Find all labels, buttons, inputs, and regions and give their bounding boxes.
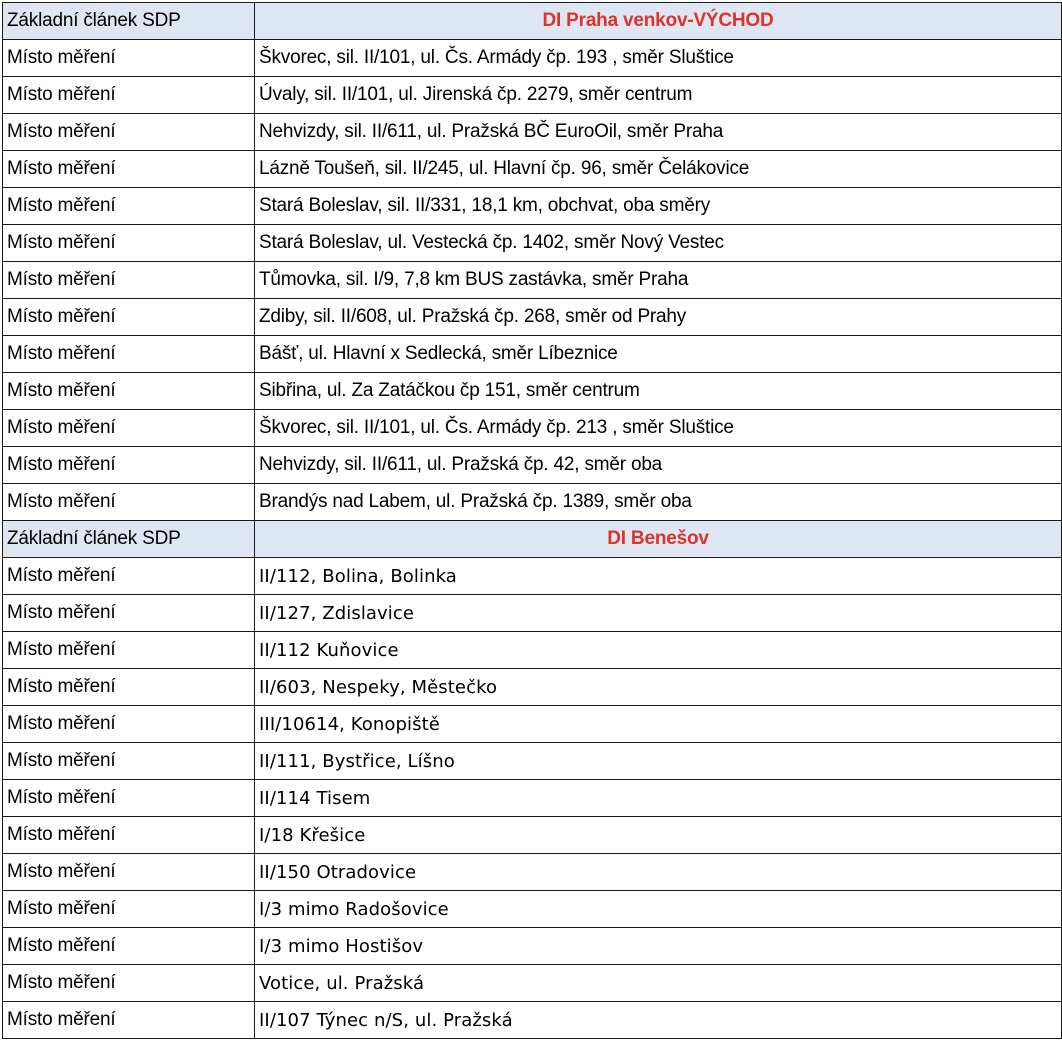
table-row [3,410,1062,447]
section-title: DI Benešov [255,521,1062,558]
table-row [3,447,1062,484]
table-row [3,151,1062,188]
row-location: Nehvizdy, sil. II/611, ul. Pražská BČ EuroOil, směr Praha [255,114,1062,151]
row-location: Brandýs nad Labem, ul. Pražská čp. 1389, směr oba [255,484,1062,521]
table-row [3,558,1062,595]
row-label: Místo měření [3,669,255,706]
section-header-label: Základní článek SDP [3,3,255,40]
row-label: Místo měření [3,632,255,669]
row-label: Místo měření [3,262,255,299]
row-label: Místo měření [3,225,255,262]
row-location: Tůmovka, sil. I/9, 7,8 km BUS zastávka, směr Praha [255,262,1062,299]
row-location: Škvorec, sil. II/101, ul. Čs. Armády čp. 213 , směr Sluštice [255,410,1062,447]
table-row [3,817,1062,854]
row-label: Místo měření [3,854,255,891]
table-body [3,3,1062,1039]
row-location: Zdiby, sil. II/608, ul. Pražská čp. 268, směr od Prahy [255,299,1062,336]
row-location: I/3 mimo Hostišov [255,928,1062,965]
row-label: Místo měření [3,484,255,521]
table-row [3,928,1062,965]
table-row [3,891,1062,928]
table-row [3,299,1062,336]
row-location: Bášť, ul. Hlavní x Sedlecká, směr Líbeznice [255,336,1062,373]
row-location: II/114 Tisem [255,780,1062,817]
row-label: Místo měření [3,299,255,336]
section-header-row [3,3,1062,40]
section-header-row [3,521,1062,558]
section-header-label: Základní článek SDP [3,521,255,558]
row-label: Místo měření [3,817,255,854]
table-row [3,225,1062,262]
row-label: Místo měření [3,188,255,225]
row-label: Místo měření [3,151,255,188]
row-location: II/603, Nespeky, Městečko [255,669,1062,706]
row-location: Nehvizdy, sil. II/611, ul. Pražská čp. 42, směr oba [255,447,1062,484]
table-row [3,484,1062,521]
row-label: Místo měření [3,1002,255,1039]
table-row [3,188,1062,225]
table-row [3,632,1062,669]
row-location: Lázně Toušeň, sil. II/245, ul. Hlavní čp. 96, směr Čelákovice [255,151,1062,188]
row-label: Místo měření [3,410,255,447]
row-label: Místo měření [3,373,255,410]
table-row [3,706,1062,743]
row-label: Místo měření [3,77,255,114]
row-location: Stará Boleslav, ul. Vestecká čp. 1402, směr Nový Vestec [255,225,1062,262]
table-row [3,336,1062,373]
table-row [3,854,1062,891]
row-location: III/10614, Konopiště [255,706,1062,743]
row-location: I/18 Křešice [255,817,1062,854]
table-row [3,743,1062,780]
row-label: Místo měření [3,595,255,632]
row-label: Místo měření [3,447,255,484]
row-location: I/3 mimo Radošovice [255,891,1062,928]
row-label: Místo měření [3,40,255,77]
row-location: II/127, Zdislavice [255,595,1062,632]
row-location: Votice, ul. Pražská [255,965,1062,1002]
table-row [3,780,1062,817]
row-label: Místo měření [3,706,255,743]
row-label: Místo měření [3,114,255,151]
table-row [3,262,1062,299]
table-row [3,114,1062,151]
row-location: Stará Boleslav, sil. II/331, 18,1 km, obchvat, oba směry [255,188,1062,225]
row-location: II/150 Otradovice [255,854,1062,891]
row-label: Místo měření [3,928,255,965]
row-location: Úvaly, sil. II/101, ul. Jirenská čp. 2279, směr centrum [255,77,1062,114]
table-row [3,77,1062,114]
row-location: II/112, Bolina, Bolinka [255,558,1062,595]
measurement-locations-table [2,2,1062,1039]
table-row [3,595,1062,632]
row-location: Sibřina, ul. Za Zatáčkou čp 151, směr centrum [255,373,1062,410]
row-label: Místo měření [3,558,255,595]
row-label: Místo měření [3,336,255,373]
row-location: Škvorec, sil. II/101, ul. Čs. Armády čp. 193 , směr Sluštice [255,40,1062,77]
row-label: Místo měření [3,780,255,817]
row-label: Místo měření [3,891,255,928]
section-title: DI Praha venkov-VÝCHOD [255,3,1062,40]
row-label: Místo měření [3,743,255,780]
row-location: II/112 Kuňovice [255,632,1062,669]
table-row [3,1002,1062,1039]
table-row [3,373,1062,410]
row-location: II/111, Bystřice, Líšno [255,743,1062,780]
table-row [3,669,1062,706]
table-row [3,965,1062,1002]
row-location: II/107 Týnec n/S, ul. Pražská [255,1002,1062,1039]
table-row [3,40,1062,77]
row-label: Místo měření [3,965,255,1002]
